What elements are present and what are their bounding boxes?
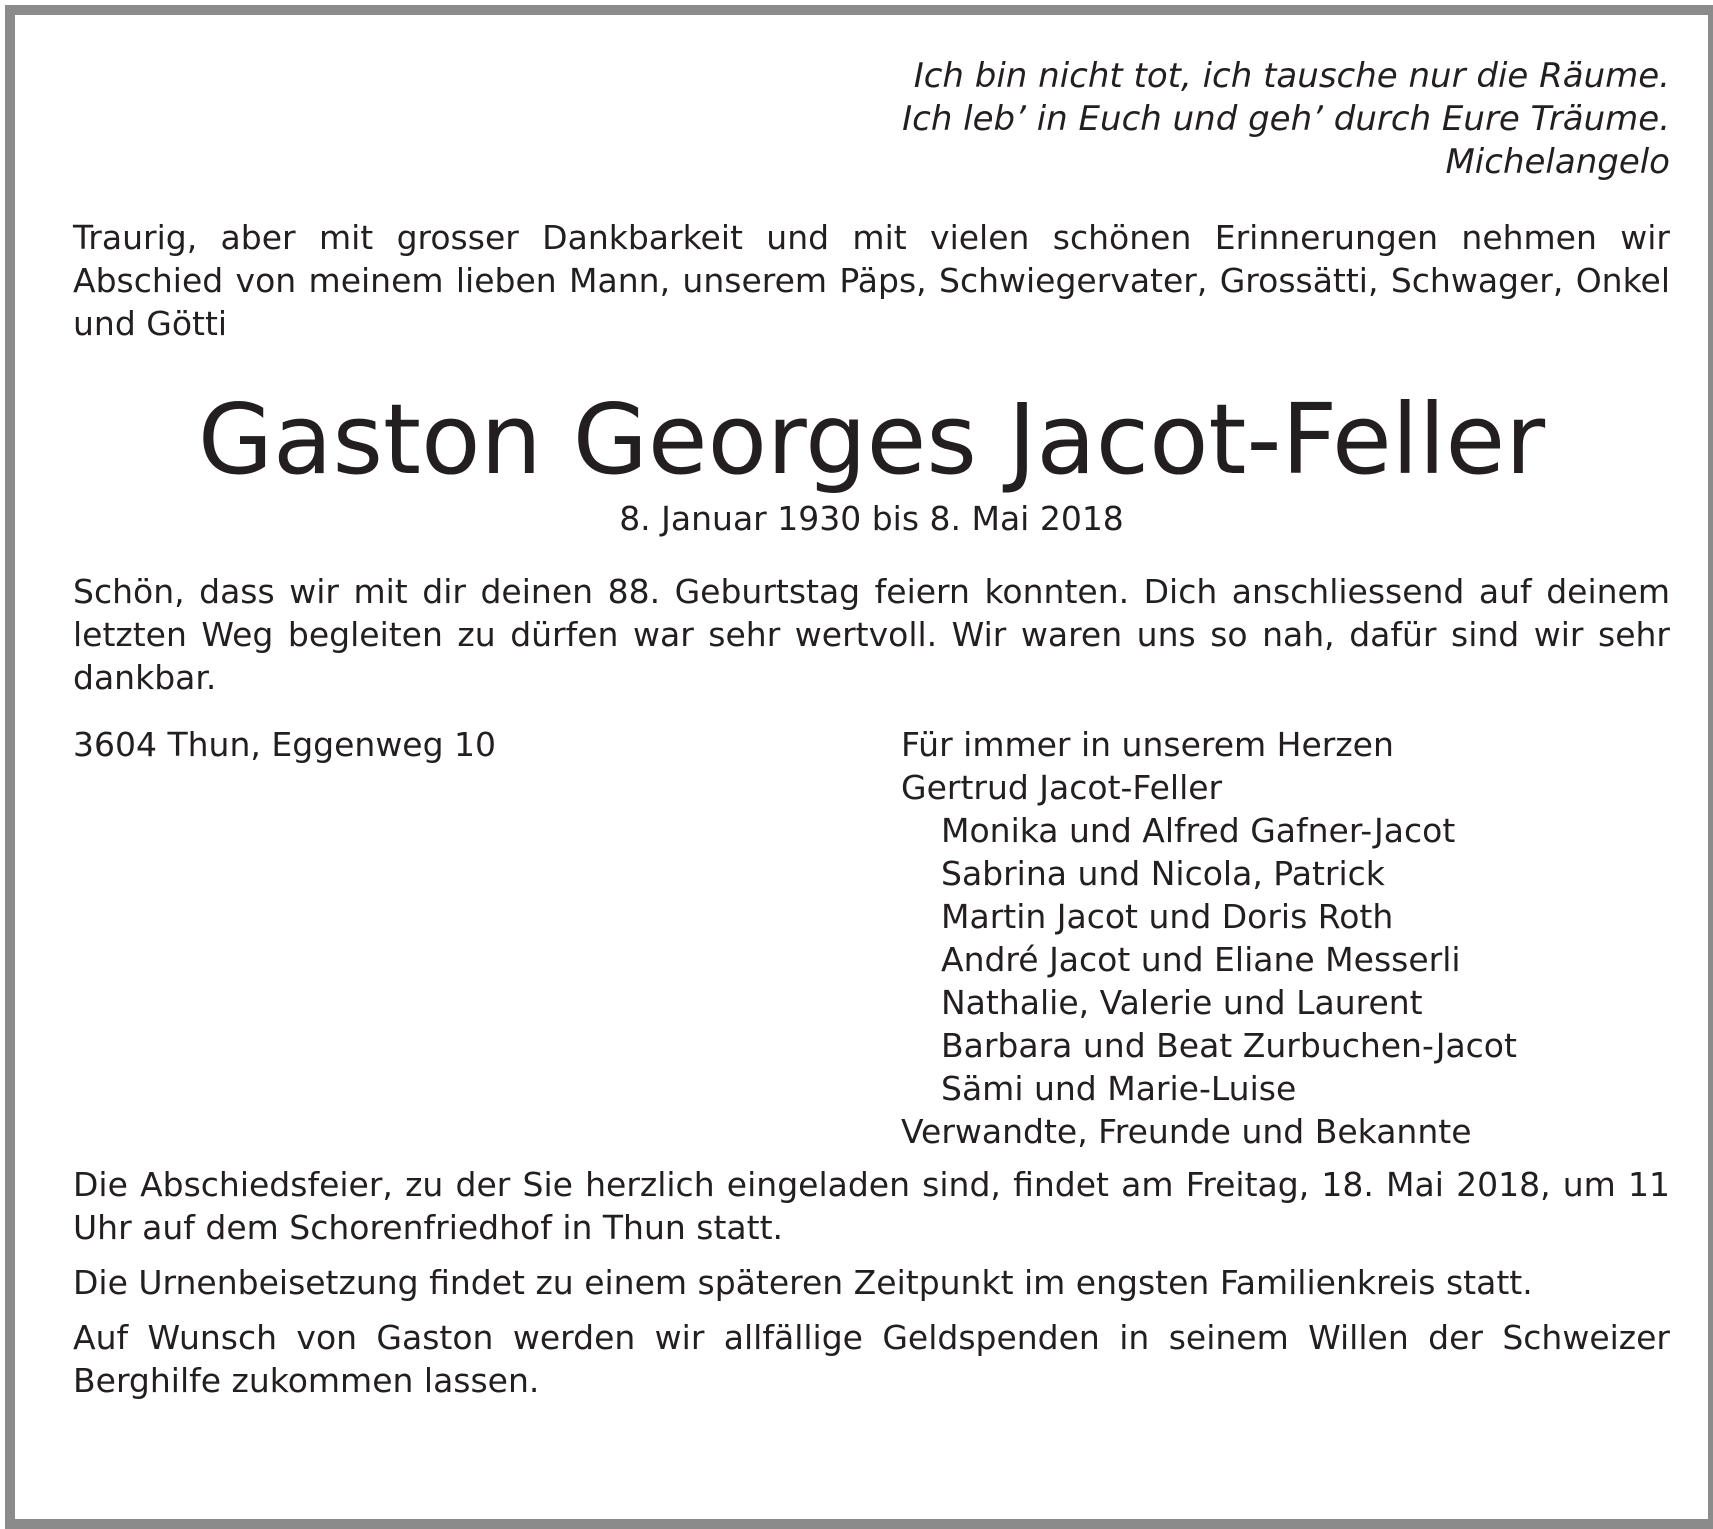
family-spouse: Gertrud Jacot-Feller	[901, 768, 1223, 807]
family-list	[901, 723, 1517, 1153]
family-member: Monika und Alfred Gafner-Jacot	[941, 811, 1456, 850]
donation-notice: Auf Wunsch von Gaston werden wir allfällige Geldspenden in seinem Willen der Schweizer Berghilfe zukommen lassen.	[73, 1318, 1670, 1400]
family-heading: Für immer in unserem Herzen	[901, 725, 1394, 764]
signature-section	[73, 723, 1670, 1153]
deceased-name: Gaston Georges Jacot-Feller	[197, 383, 1546, 496]
epigraph-quote	[73, 55, 1670, 184]
family-others: Verwandte, Freunde und Bekannte	[901, 1112, 1472, 1151]
obituary-content	[73, 55, 1670, 1414]
memory-paragraph: Schön, dass wir mit dir deinen 88. Geburtstag feiern konnten. Dich anschliessend auf deinem letzten Weg begleiten zu dürfen war sehr wertvoll. Wir waren uns so nah, dafür sind wir sehr dankbar.	[73, 572, 1670, 697]
family-member: André Jacot und Eliane Messerli	[941, 940, 1461, 979]
family-member: Sämi und Marie-Luise	[941, 1069, 1297, 1108]
family-member: Nathalie, Valerie und Laurent	[941, 983, 1423, 1022]
closing-section	[73, 1163, 1670, 1402]
quote-line-1: Ich bin nicht tot, ich tausche nur die Räume.	[913, 56, 1670, 96]
life-dates: 8. Januar 1930 bis 8. Mai 2018	[619, 499, 1124, 538]
quote-line-2: Ich leb’ in Euch und geh’ durch Eure Träume.	[902, 99, 1670, 139]
quote-author: Michelangelo	[1445, 142, 1670, 182]
obituary-frame	[5, 5, 1713, 1529]
intro-paragraph: Traurig, aber mit grosser Dankbarkeit und mit vielen schönen Erinnerungen nehmen wir Abschied von meinem lieben Mann, unserem Päps, Schwiegervater, Grossätti, Schwager, Onkel und Götti	[73, 218, 1670, 343]
urn-notice: Die Urnenbeisetzung findet zu einem späteren Zeitpunkt im engsten Familienkreis statt.	[73, 1263, 1533, 1302]
family-member: Martin Jacot und Doris Roth	[941, 897, 1394, 936]
family-member: Barbara und Beat Zurbuchen-Jacot	[941, 1026, 1517, 1065]
ceremony-notice: Die Abschiedsfeier, zu der Sie herzlich eingeladen sind, findet am Freitag, 18. Mai 2018, um 11 Uhr auf dem Schorenfriedhof in Thun statt.	[73, 1165, 1670, 1247]
family-member: Sabrina und Nicola, Patrick	[941, 854, 1385, 893]
family-address: 3604 Thun, Eggenweg 10	[73, 725, 497, 764]
